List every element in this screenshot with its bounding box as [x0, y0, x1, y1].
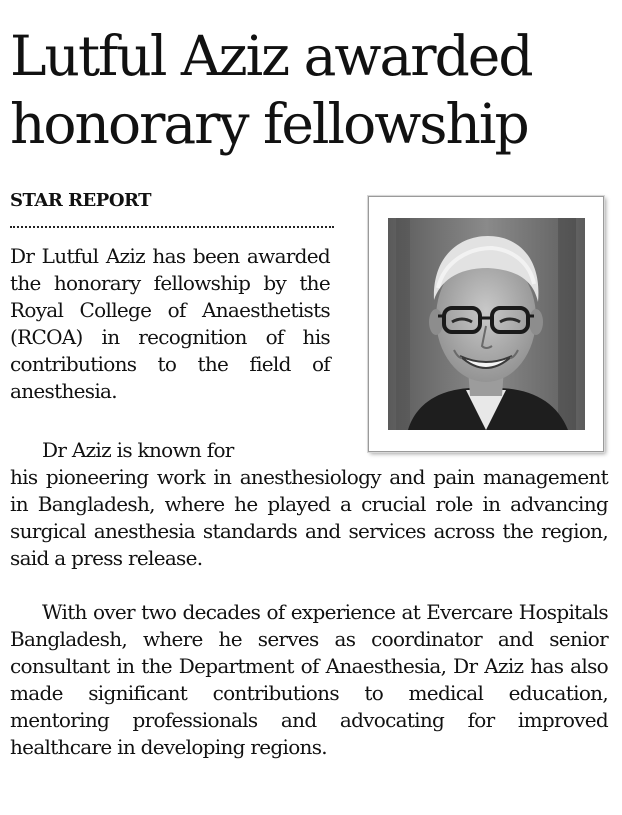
headline-line-2: honorary fellowship [10, 92, 528, 156]
byline: STAR REPORT [10, 190, 152, 211]
portrait-photo-frame [368, 196, 604, 452]
article-paragraph-2-lead: Dr Aziz is known for [42, 438, 234, 462]
headline-line-1: Lutful Aziz awarded [10, 24, 532, 88]
article-paragraph-3 [10, 599, 608, 799]
article-paragraph-2-rest: his pioneering work in anesthesiology and pain management in Bangladesh, where he played a crucial role in advancing surgical anesthesia standards and services across the region, said a press release. [10, 465, 608, 570]
article-headline [10, 22, 615, 158]
article-paragraph-2 [10, 437, 608, 602]
portrait-photo [388, 218, 585, 430]
byline-divider [10, 226, 334, 228]
article-paragraph-3-text: With over two decades of experience at Evercare Hospitals Bangladesh, where he serves as coordinator and senior consultant in the Department of Anaesthesia, Dr Aziz has also made significant contributions to medical education, mentoring professionals and advocating for improved healthcare in developing regions. [10, 600, 608, 759]
article-paragraph-1: Dr Lutful Aziz has been awarded the honorary fellowship by the Royal College of Anaesthetists (RCOA) in recognition of his contributions to the field of anesthesia. [10, 244, 330, 403]
